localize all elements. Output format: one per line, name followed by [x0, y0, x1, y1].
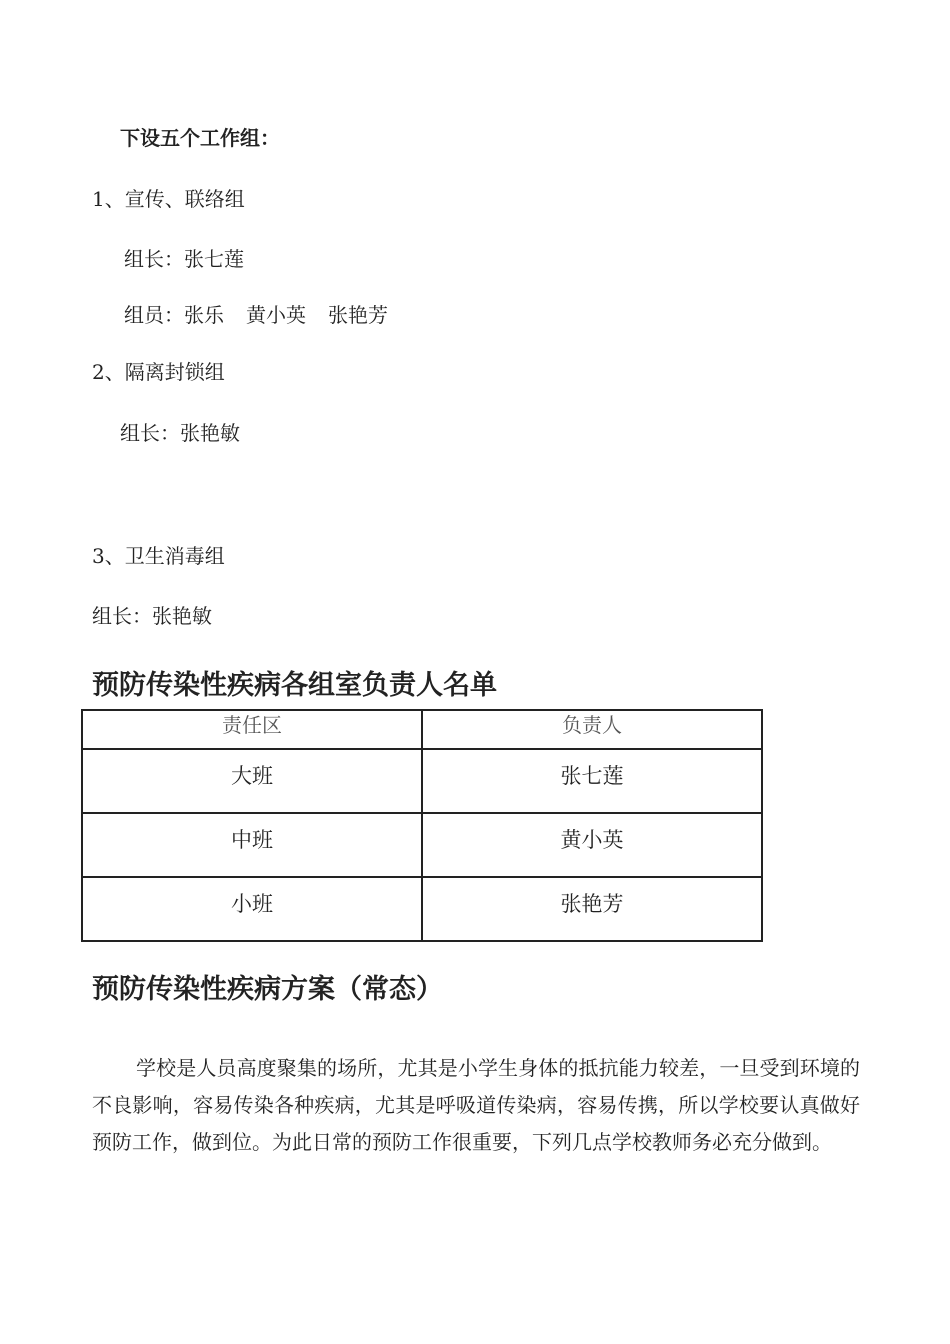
column-header-zone: 责任区 [82, 710, 422, 749]
group2-title: 2、隔离封锁组 [92, 360, 225, 384]
table-row [82, 877, 762, 941]
zone-cell: 小班 [82, 877, 422, 941]
person-cell: 张艳芳 [422, 877, 762, 941]
table-row [82, 749, 762, 813]
zone-cell: 大班 [82, 749, 422, 813]
table-row [82, 813, 762, 877]
plan-paragraph: 学校是人员高度聚集的场所，尤其是小学生身体的抵抗能力较差，一旦受到环境的不良影响，容易传染各种疾病，尤其是呼吸道传染病，容易传携，所以学校要认真做好预防工作，做到位。为此日常的预防工作很重要，下列几点学校教师务必充分做到。 [92, 1056, 860, 1154]
table-header-row [82, 710, 762, 749]
member-name: 张艳芳 [328, 303, 388, 327]
person-cell: 张七莲 [422, 749, 762, 813]
duty-table-heading: 预防传染性疾病各组室负责人名单 [92, 670, 497, 701]
group1-members [124, 303, 388, 327]
groups-intro: 下设五个工作组： [120, 126, 280, 150]
group1-title: 1、宣传、联络组 [92, 187, 245, 211]
group2-leader: 组长：张艳敏 [120, 421, 240, 445]
duty-table [81, 709, 763, 942]
member-name: 张乐 [184, 303, 224, 327]
group3-leader: 组长：张艳敏 [92, 604, 212, 628]
column-header-person: 负责人 [422, 710, 762, 749]
person-cell: 黄小英 [422, 813, 762, 877]
group3-title: 3、卫生消毒组 [92, 544, 225, 568]
member-name: 黄小英 [246, 303, 306, 327]
zone-cell: 中班 [82, 813, 422, 877]
plan-heading: 预防传染性疾病方案（常态） [92, 974, 443, 1005]
group1-leader: 组长：张七莲 [124, 247, 244, 271]
members-label: 组员： [124, 303, 184, 327]
